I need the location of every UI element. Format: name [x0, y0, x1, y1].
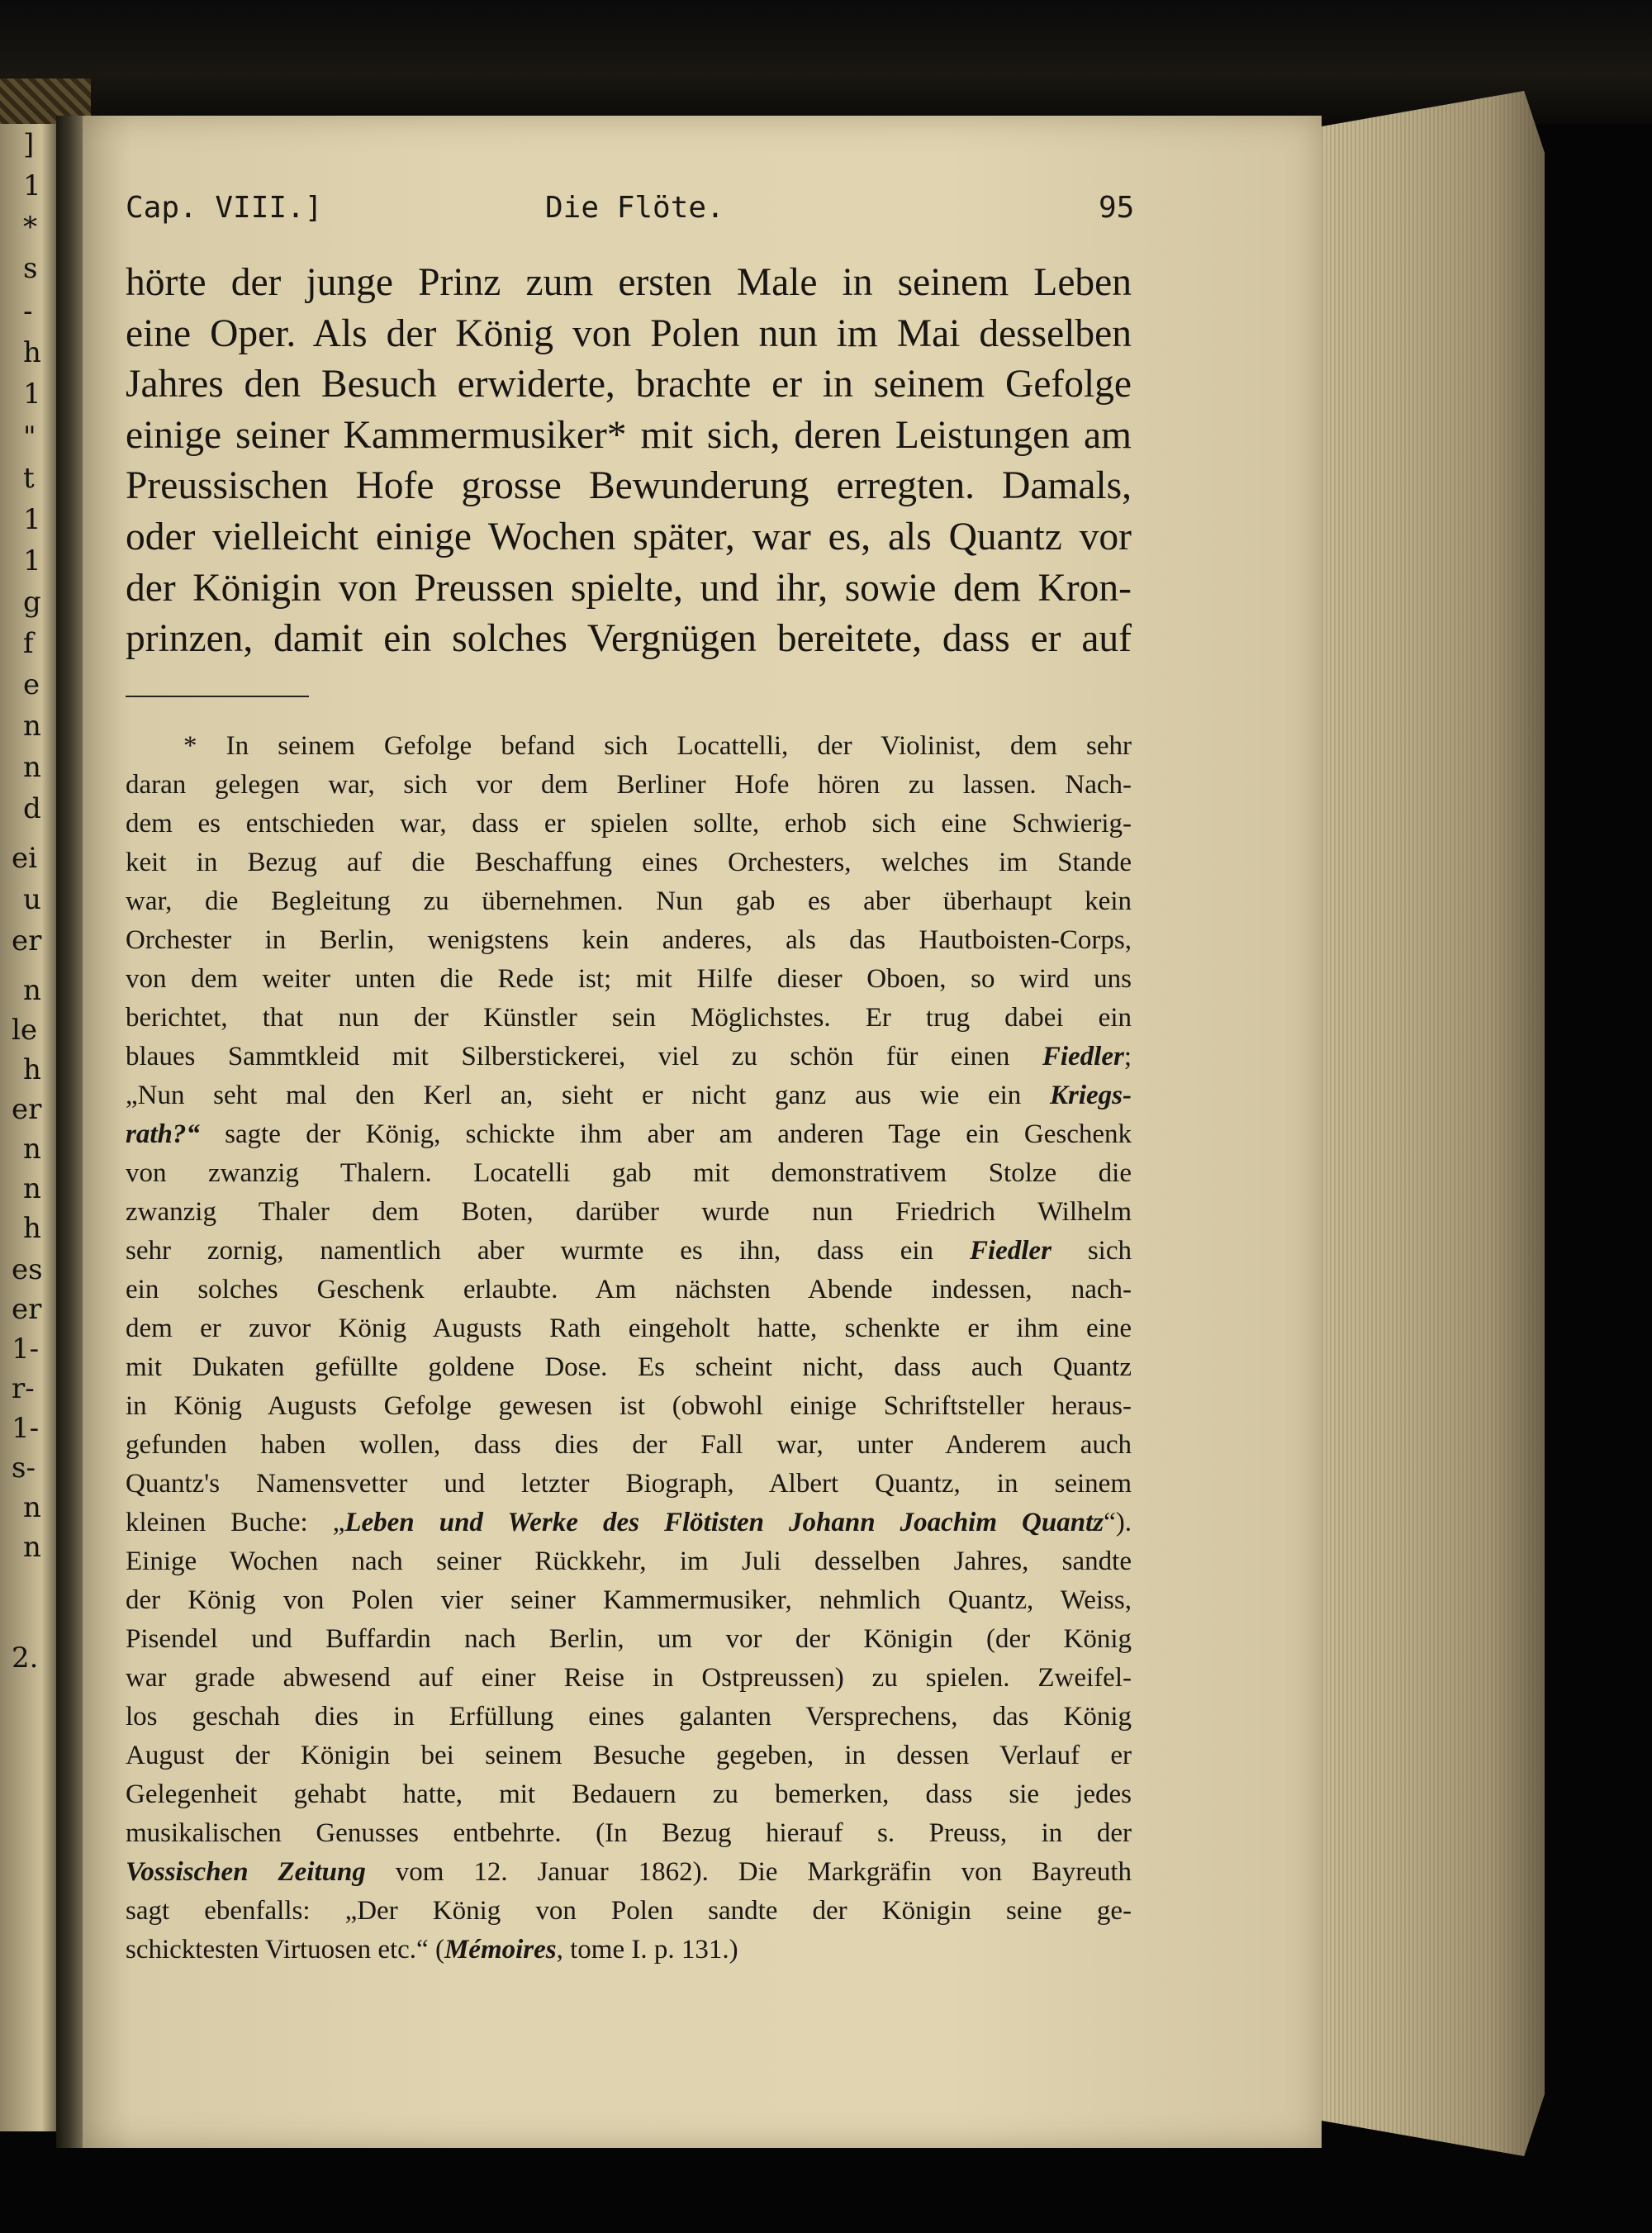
- left-page-fragment: u: [23, 883, 41, 916]
- left-page-fragment: n: [23, 1531, 41, 1564]
- footnote-line: der König von Polen vier seiner Kammermusiker, nehmlich Quantz, Weiss,: [126, 1585, 1132, 1615]
- left-page-fragment: f: [23, 627, 34, 660]
- footnote-line: Gelegenheit gehabt hatte, mit Bedauern zu bemerken, dass sie jedes: [126, 1779, 1132, 1809]
- left-page-fragment: s-: [12, 1451, 36, 1485]
- footnote-line: war, die Begleitung zu übernehmen. Nun gab es aber überhaupt kein: [126, 886, 1132, 916]
- footnote-line: ein solches Geschenk erlaubte. Am nächsten Abende indessen, nach-: [126, 1275, 1132, 1304]
- footnote-line: blaues Sammtkleid mit Silberstickerei, viel zu schön für einen Fiedler;: [126, 1042, 1132, 1071]
- footnote-line: Pisendel und Buffardin nach Berlin, um vor der Königin (der König: [126, 1624, 1132, 1654]
- footnote-line: daran gelegen war, sich vor dem Berliner Hofe hören zu lassen. Nach-: [126, 770, 1132, 800]
- text-line: Jahres den Besuch erwiderte, brachte er in seinem Gefolge: [126, 363, 1132, 406]
- running-head-title: Die Flöte.: [545, 191, 724, 225]
- footnote-line: sagt ebenfalls: „Der König von Polen sandte der Königin seine ge-: [126, 1896, 1132, 1926]
- main-text: [126, 258, 1132, 665]
- footnote-line: August der Königin bei seinem Besuche gegeben, in dessen Verlauf er: [126, 1741, 1132, 1770]
- footnote-line: keit in Bezug auf die Beschaffung eines Orchesters, welches im Stande: [126, 848, 1132, 877]
- left-page-fragment: er: [12, 1093, 42, 1126]
- footnote-line: „Nun seht mal den Kerl an, sieht er nicht ganz aus wie ein Kriegs-: [126, 1081, 1132, 1110]
- text-line: prinzen, damit ein solches Vergnügen bereitete, dass er auf: [126, 617, 1132, 661]
- text-line: einige seiner Kammermusiker* mit sich, deren Leistungen am: [126, 413, 1132, 457]
- left-page-fragment: d: [23, 792, 41, 825]
- left-page-fragment: r-: [12, 1372, 35, 1405]
- left-page-fragment: h: [23, 336, 41, 369]
- footnote-line: los geschah dies in Erfüllung eines galanten Versprechens, das König: [126, 1702, 1132, 1732]
- page-block-edge: [1289, 91, 1545, 2156]
- footnote-line: berichtet, that nun der Künstler sein Möglichstes. Er trug dabei ein: [126, 1003, 1132, 1033]
- text-line: Preussischen Hofe grosse Bewunderung erregten. Damals,: [126, 464, 1132, 508]
- footnote-rule: [126, 696, 309, 697]
- left-page-fragment: 1-: [12, 1412, 40, 1445]
- footnote-line: Quantz's Namensvetter und letzter Biograph, Albert Quantz, in seinem: [126, 1469, 1132, 1499]
- left-page-fragment: er: [12, 924, 42, 957]
- text-line: hörte der junge Prinz zum ersten Male in seinem Leben: [126, 261, 1132, 304]
- left-page-fragment: le: [12, 1014, 37, 1047]
- footnote-line: Einige Wochen nach seiner Rückkehr, im Juli desselben Jahres, sandte: [126, 1546, 1132, 1576]
- left-page-fragment: 1: [23, 378, 41, 411]
- left-page-fragment: er: [12, 1293, 42, 1326]
- left-page-fragment: n: [23, 974, 41, 1007]
- left-page-fragment: h: [23, 1212, 41, 1245]
- left-page-fragment: -: [23, 295, 33, 328]
- footnote-line: mit Dukaten gefüllte goldene Dose. Es scheint nicht, dass auch Quantz: [126, 1352, 1132, 1382]
- left-page-fragment: 2.: [12, 1641, 39, 1675]
- left-page-fragment: g: [23, 586, 41, 619]
- text-line: der Königin von Preussen spielte, und ihr, sowie dem Kron-: [126, 566, 1132, 610]
- footnote-line: gefunden haben wollen, dass dies der Fall war, unter Anderem auch: [126, 1430, 1132, 1460]
- footnote-line: zwanzig Thaler dem Boten, darüber wurde nun Friedrich Wilhelm: [126, 1197, 1132, 1227]
- footnote-line: schicktesten Virtuosen etc.“ (Mémoires, tome I. p. 131.): [126, 1935, 738, 1965]
- footnote: [126, 727, 1132, 1969]
- background-top: [0, 0, 1652, 124]
- left-page-fragment: n: [23, 751, 41, 784]
- text-line: oder vielleicht einige Wochen später, war es, als Quantz vor: [126, 515, 1132, 558]
- left-page-fragment: s: [23, 252, 38, 285]
- left-page-fragment: 1: [23, 544, 41, 577]
- footnote-line: dem es entschieden war, dass er spielen sollte, erhob sich eine Schwierig-: [126, 809, 1132, 839]
- footnote-line: von zwanzig Thalern. Locatelli gab mit demonstrativem Stolze die: [126, 1158, 1132, 1188]
- footnote-line: war grade abwesend auf einer Reise in Ostpreussen) zu spielen. Zweifel-: [126, 1663, 1132, 1693]
- left-page-fragment: n: [23, 1133, 41, 1166]
- footnote-line: * In seinem Gefolge befand sich Locattelli, der Violinist, dem sehr: [183, 731, 1132, 761]
- left-page-fragment: es: [12, 1253, 43, 1286]
- left-page-fragment: ei: [12, 842, 37, 875]
- footnote-line: von dem weiter unten die Rede ist; mit Hilfe dieser Oboen, so wird uns: [126, 964, 1132, 994]
- left-page-fragment: 1-: [12, 1333, 40, 1366]
- footnote-line: musikalischen Genusses entbehrte. (In Bezug hierauf s. Preuss, in der: [126, 1818, 1132, 1848]
- left-page-fragment: n: [23, 1172, 41, 1205]
- left-page-fragment: ": [23, 420, 36, 454]
- left-page-fragment: e: [23, 668, 40, 701]
- footnote-line: in König Augusts Gefolge gewesen ist (obwohl einige Schriftsteller heraus-: [126, 1391, 1132, 1421]
- left-page-edge: [0, 124, 59, 2131]
- footnote-line: kleinen Buche: „Leben und Werke des Flötisten Johann Joachim Quantz“).: [126, 1508, 1132, 1537]
- footnote-line: Vossischen Zeitung vom 12. Januar 1862). Die Markgräfin von Bayreuth: [126, 1857, 1132, 1887]
- footnote-line: rath?“ sagte der König, schickte ihm aber am anderen Tage ein Geschenk: [126, 1119, 1132, 1149]
- left-page-fragment: 1: [23, 503, 41, 536]
- footnote-line: Orchester in Berlin, wenigstens kein anderes, als das Hautboisten-Corps,: [126, 925, 1132, 955]
- left-page-fragment: t: [23, 462, 35, 495]
- left-page-fragment: n: [23, 1491, 41, 1524]
- left-page-fragment: n: [23, 710, 41, 743]
- page-number: 95: [1099, 191, 1135, 225]
- text-line: eine Oper. Als der König von Polen nun im Mai desselben: [126, 311, 1132, 355]
- running-head-chapter: Cap. VIII.]: [126, 191, 323, 225]
- left-page-fragment: 1: [23, 169, 41, 202]
- footnote-line: dem er zuvor König Augusts Rath eingeholt hatte, schenkte er ihm eine: [126, 1314, 1132, 1343]
- left-page-fragment: h: [23, 1053, 41, 1086]
- left-page-fragment: ]: [23, 128, 35, 161]
- left-page-fragment: *: [23, 211, 37, 244]
- footnote-line: sehr zornig, namentlich aber wurmte es ihn, dass ein Fiedler sich: [126, 1236, 1132, 1266]
